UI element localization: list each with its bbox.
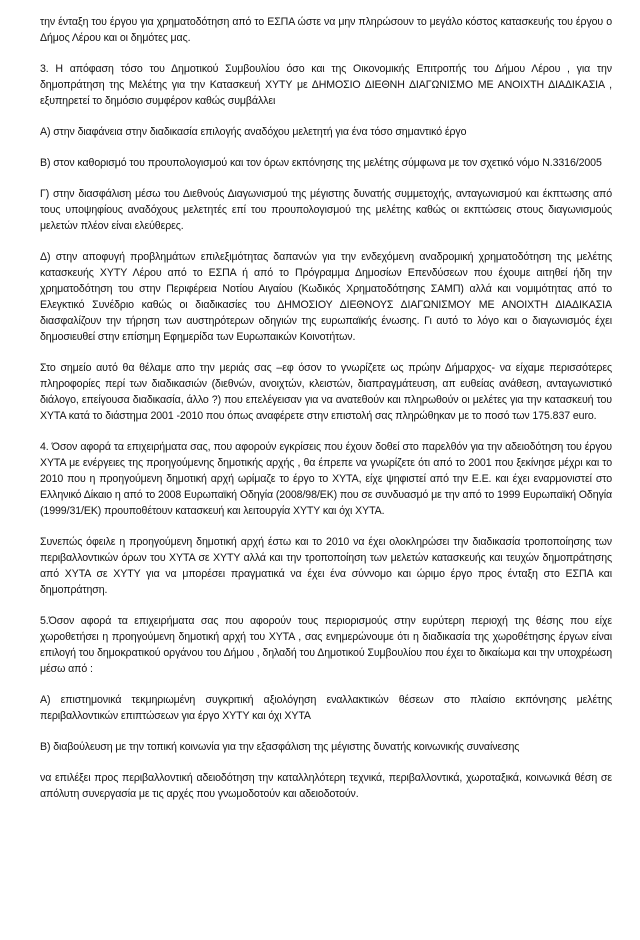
paragraph-consequently: Συνεπώς όφειλε η προηγούμενη δημοτική αρχή έστω και το 2010 να έχει ολοκληρώσει την διαδικασία τροποποίησης των περιβαλλοντικών όρων του ΧΥΤΑ σε ΧΥΤΥ αλλά και την τροποποίηση των μελετών κατασκευής και τευχών δημοπράτησης από ΧΥΤΑ σε ΧΥΤΥ για να μπορέσει πραγματικά να έχει ένα σύννομο και ώριμο έργο προς ένταξη στο ΕΣΠΑ και δημοπράτηση.: [40, 536, 612, 596]
paragraph-point-5: 5.Όσον αφορά τα επιχειρήματα σας που αφορούν τους περιορισμούς στην ευρύτερη περιοχή της θέσης που είχε χωροθετήσει η προηγούμενη δημοτική αρχή του ΧΥΤΑ , σας ενημερώνουμε ότι η διαδικασία της χωροθέτησης έργων είναι επιλογή του δημοκρατικού οργάνου του Δήμου , δηλαδή του Δημοτικού Συμβουλίου που έχει το δικαίωμα και την υποχρέωση μέσω από :: [40, 615, 612, 675]
paragraph-3a-transparency: Α) στην διαφάνεια στην διαδικασία επιλογής αναδόχου μελετητή για ένα τόσο σημαντικό έργο: [40, 126, 467, 138]
paragraph-3b-budget: Β) στον καθορισμό του προυπολογισμού και τον όρων εκπόνησης της μελέτης σύμφωνα με τον σχετικό νόμο Ν.3316/2005: [40, 157, 602, 169]
paragraph-point-3: 3. Η απόφαση τόσο του Δημοτικού Συμβουλίου όσο και της Οικονομικής Επιτροπής του Δήμου Λέρου , για την δημοπράτηση της Μελέτης για την Κατασκευή ΧΥΤΥ με ΔΗΜΟΣΙΟ ΔΙΕΘΝΗ ΔΙΑΓΩΝΙΣΜΟ ΜΕ ΑΝΟΙΧΤΗ ΔΙΑΔΙΚΑΣΙΑ , εξυπηρετεί το δημόσιο συμφέρον καθώς συμβάλλει: [40, 63, 612, 107]
paragraph-3d-eligibility: Δ) στην αποφυγή προβλημάτων επιλεξιμότητας δαπανών για την ενδεχόμενη αναδρομική χρηματοδότηση της μελέτης κατασκευής ΧΥΤΥ Λέρου από το ΕΣΠΑ ή από το Πρόγραμμα Δημοσίων Επενδύσεων που έχουμε αιτηθεί ήδη την χρηματοδότηση του στην Περιφέρεια Νοτίου Αιγαίου (Κωδικός Χρηματοδότησης ΣΑΜΠ) αλλά και νομιμότητας από το Ελεγκτικό Συνέδριο καθώς οι διαδικασίες του ΔΗΜΟΣΙΟΥ ΔΙΕΘΝΟΥΣ ΔΙΑΓΩΝΙΣΜΟΥ ΜΕ ΑΝΟΙΧΤΗ ΔΙΑΔΙΚΑΣΙΑ διασφαλίζουν την τήρηση των αυστηρότερων οδηγιών της ευρωπαϊκής ένωσης. Γι αυτό το λόγο και ο διαγωνισμός έχει δημοσιευθεί στην επίσημη Εφημερίδα των Ευρωπαικών Κοινοτήτων.: [40, 251, 612, 343]
paragraph-espa-funding: την ένταξη του έργου για χρηματοδότηση από το ΕΣΠΑ ώστε να μην πληρώσουν το μεγάλο κόστος κατασκευής του έργου ο Δήμος Λέρου και οι δημότες μας.: [40, 16, 612, 44]
paragraph-former-mayor-question: Στο σημείο αυτό θα θέλαμε απο την μεριάς σας –εφ όσον το γνωρίζετε ως πρώην Δήμαρχος- να είχαμε περισσότερες πληροφορίες περί των διαδικασιών (διεθνών, ανοιχτών, κλειστών, διαπραγμάτευση, απ ευθείας ανάθεση, ανταγωνιστικό διάλογο, επείγουσα διαδικασία, άλλο ?) που επελέγεισαν για να ανατεθούν και πληρωθούν οι μελέτες για την κατασκευή του ΧΥΤΑ κατά το διάστημα 2001 -2010 που όπως αναφέρετε στην επιστολή σας πληρώθηκαν με το ποσό των 175.837 euro.: [40, 362, 612, 422]
document-page: [40, 14, 612, 816]
paragraph-point-4: 4. Όσον αφορά τα επιχειρήματα σας, που αφορούν εγκρίσεις που έχουν δοθεί στο παρελθόν για την αδειοδότηση του έργου ΧΥΤΑ με ενέργειες της προηγούμενης δημοτικής αρχής , θα έπρεπε να γνωρίζετε ότι από το 2001 που ξεκίνησε μέχρι και το 2010 που η προηγούμενη δημοτική αρχή ωρίμαζε το έργο το ΧΥΤΑ, είχε ψηφιστεί από την Ε.Ε. και έχει εναρμονιστεί στο Ελληνικό Δίκαιο η από το 2008 Ευρωπαϊκή Οδηγία (2008/98/ΕΚ) που σε συνδυασμό με την από το 1999 Ευρωπαϊκή Οδηγία (1999/31/ΕΚ) προυποθέτουν κατασκευή και λειτουργία ΧΥΤΥ και όχι ΧΥΤΑ.: [40, 441, 612, 517]
paragraph-closing: να επιλέξει προς περιβαλλοντική αδειοδότηση την καταλληλότερη τεχνικά, περιβαλλοντικά, χωροταξικά, κοινωνικά θέση σε απόλυτη συνεργασία με τις αρχές που γνωμοδοτούν και αδειοδοτούν.: [40, 772, 612, 800]
paragraph-5a-assessment: Α) επιστημονικά τεκμηριωμένη συγκριτική αξιολόγηση εναλλακτικών θέσεων στο πλαίσιο εκπόνησης μελέτης περιβαλλοντικών επιπτώσεων για έργο ΧΥΤΥ και όχι ΧΥΤΑ: [40, 694, 612, 722]
paragraph-5b-consultation: Β) διαβούλευση με την τοπική κοινωνία για την εξασφάλιση της μέγιστης δυνατής κοινωνικής συναίνεσης: [40, 741, 520, 753]
paragraph-3c-competition: Γ) στην διασφάλιση μέσω του Διεθνούς Διαγωνισμού της μέγιστης δυνατής συμμετοχής, ανταγωνισμού και έκπτωσης από τους υποψηφίους αναδόχους μελετητές επί του προυπολογισμού της μελέτης καθώς οι εκπτώσεις στους διαγωνισμούς μελετών πλέον είναι ελεύθερες.: [40, 188, 612, 232]
